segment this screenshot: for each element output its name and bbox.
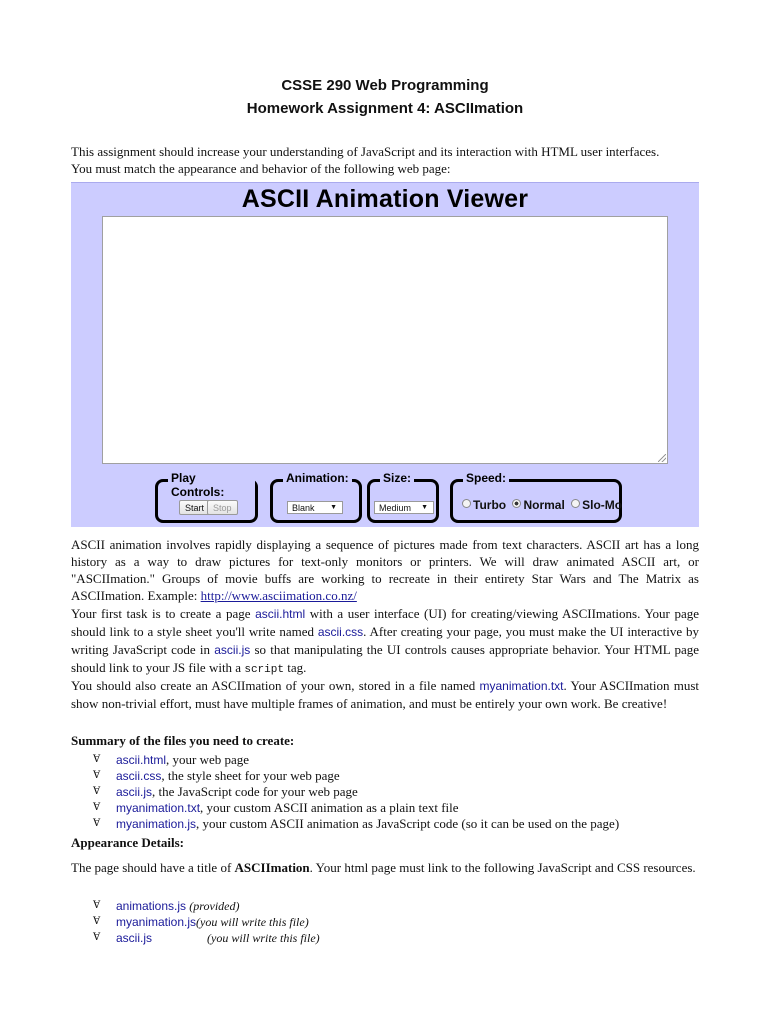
list-item: Ɐ ascii.js, the JavaScript code for your web page	[93, 784, 358, 799]
speed-fieldset	[450, 471, 623, 523]
own-animation-paragraph: You should also create an ASCIImation of your own, stored in a file named myanimation.txt. Your ASCIImation must show non-trivial effort, must have multiple frames of animation, and must be entirely your own work. Be creative!	[71, 678, 699, 711]
document-header	[71, 74, 699, 120]
list-item: Ɐ myanimation.js(you will write this file)	[93, 915, 309, 929]
code-script: script	[244, 664, 284, 676]
list-item: Ɐ ascii.css, the style sheet for your web page	[93, 768, 340, 783]
ascii-viewer-screenshot	[71, 182, 699, 527]
radio-icon[interactable]	[462, 499, 471, 508]
bullet-icon: Ɐ	[93, 802, 101, 813]
bullet-icon: Ɐ	[93, 754, 101, 765]
size-select-value: Medium	[379, 503, 412, 513]
first-task-paragraph: Your first task is to create a page ascii.html with a user interface (UI) for creating/viewing ASCIImations. Your page should link to a style sheet you'll write named ascii.css. After creating your page, you must make the UI interactive by writing JavaScript code in ascii.js so that manipulating the UI controls causes appropriate behavior. Your HTML page should link to your JS file with a script tag.	[71, 606, 700, 676]
bullet-icon: Ɐ	[93, 786, 101, 797]
play-controls-fieldset	[155, 471, 258, 523]
appearance-heading: Appearance Details:	[71, 835, 185, 850]
filename-ascii-js: ascii.js	[214, 643, 251, 657]
stop-button[interactable]: Stop	[207, 500, 238, 515]
animation-fieldset	[270, 471, 362, 523]
play-controls-legend: Play Controls:	[168, 471, 255, 499]
intro-line-2: You must match the appearance and behavior of the following web page:	[71, 161, 451, 176]
viewer-title: ASCII Animation Viewer	[241, 185, 529, 213]
bullet-icon: Ɐ	[93, 770, 101, 781]
size-fieldset	[367, 471, 439, 523]
list-item: Ɐ ascii.html, your web page	[93, 752, 250, 767]
resource-file-list	[93, 898, 693, 946]
speed-option-slo-mo[interactable]: Slo-Mo	[568, 498, 622, 512]
speed-option-turbo[interactable]: Turbo	[459, 498, 506, 512]
filename-myanimation-txt: myanimation.txt	[479, 679, 564, 693]
radio-checked-icon[interactable]	[512, 499, 521, 508]
list-item: Ɐ myanimation.txt, your custom ASCII animation as a plain text file	[93, 800, 459, 815]
filename-ascii-css: ascii.css	[317, 625, 364, 639]
course-title: CSSE 290 Web Programming	[281, 77, 489, 94]
animation-textarea[interactable]	[102, 216, 668, 464]
asciimation-link[interactable]: http://www.asciimation.co.nz/	[200, 588, 357, 603]
bullet-icon: Ɐ	[93, 932, 101, 943]
bullet-icon: Ɐ	[93, 818, 101, 829]
bullet-icon: Ɐ	[93, 900, 101, 911]
summary-heading: Summary of the files you need to create:	[71, 733, 295, 748]
resize-grip-icon[interactable]	[658, 454, 666, 462]
start-button[interactable]: Start	[179, 500, 210, 515]
list-item: Ɐ myanimation.js, your custom ASCII animation as JavaScript code (so it can be used on the page)	[93, 816, 620, 831]
list-item: Ɐ ascii.js (you will write this file)	[93, 931, 320, 945]
assignment-title: Homework Assignment 4: ASCIImation	[246, 100, 524, 117]
size-select[interactable]	[374, 501, 434, 514]
size-legend: Size:	[380, 471, 414, 485]
animation-legend: Animation:	[283, 471, 352, 485]
bullet-icon: Ɐ	[93, 916, 101, 927]
intro-line-1: This assignment should increase your understanding of JavaScript and its interaction with HTML user interfaces.	[71, 144, 660, 159]
filename-ascii-html: ascii.html	[255, 607, 306, 621]
ascii-animation-paragraph: ASCII animation involves rapidly displaying a sequence of pictures made from text characters. ASCII art has a long history as a way to draw pictures for text-only monitors or printers. We will draw animated ASCII art, or "ASCIImation." Groups of movie buffs are working to recreate in their entirety Star Wars and The Matrix as ASCIImation. Example: http://www.asciimation.co.nz/	[71, 537, 699, 603]
list-item: Ɐ animations.js (provided)	[93, 899, 240, 913]
summary-file-list	[93, 752, 693, 832]
speed-legend: Speed:	[463, 471, 509, 485]
chevron-down-icon: ▼	[421, 504, 428, 511]
speed-option-normal[interactable]: Normal	[509, 498, 564, 512]
appearance-paragraph: The page should have a title of ASCIImation. Your html page must link to the following JavaScript and CSS resources.	[71, 860, 696, 875]
animation-select-value: Blank	[292, 503, 315, 513]
speed-radio-group	[459, 498, 622, 512]
chevron-down-icon: ▼	[330, 504, 337, 511]
radio-icon[interactable]	[571, 499, 580, 508]
intro-paragraph	[71, 143, 699, 177]
animation-select[interactable]	[287, 501, 343, 514]
page-title-value: ASCIImation	[234, 860, 310, 875]
